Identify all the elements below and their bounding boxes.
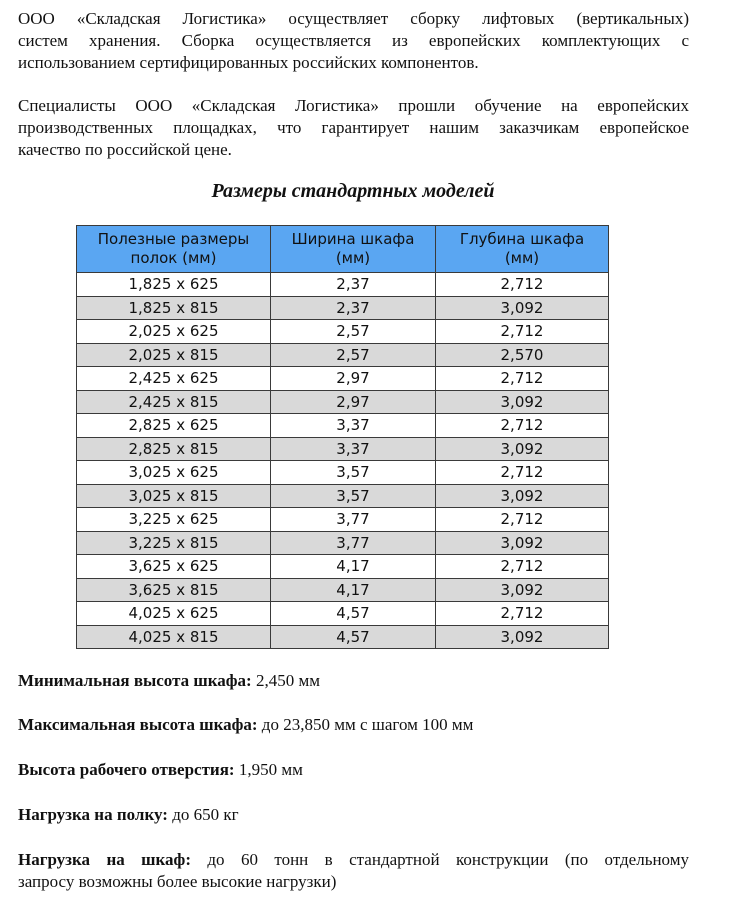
table-row [77,555,609,579]
cell-width: 2,97 [271,367,436,391]
intro-paragraph-training [18,95,689,161]
spec-label: Нагрузка на шкаф: [18,850,191,869]
cell-depth: 2,712 [436,320,609,344]
header-text: Ширина шкафа [291,230,415,248]
text-line [18,849,689,871]
table-row [77,437,609,461]
column-header-cabinet-width [271,226,436,273]
table-row [77,602,609,626]
cell-shelf-size: 3,625 x 815 [77,578,271,602]
cell-depth: 3,092 [436,437,609,461]
table-row [77,367,609,391]
column-header-shelf-size [77,226,271,273]
spec-shelf-load [18,804,689,826]
cell-depth: 3,092 [436,578,609,602]
text-line: качество по российской цене. [18,140,232,159]
header-text: полок (мм) [130,249,217,267]
cell-depth: 2,712 [436,367,609,391]
spec-label: Минимальная высота шкафа: [18,671,252,690]
cell-depth: 3,092 [436,531,609,555]
cell-shelf-size: 2,425 x 625 [77,367,271,391]
spec-cabinet-load [18,849,689,893]
cell-depth: 3,092 [436,296,609,320]
text-line: использованием сертифицированных российских компонентов. [18,53,479,72]
cell-width: 3,77 [271,508,436,532]
text-line: ООО «Складская Логистика» осуществляет сборку лифтовых (вертикальных) [18,9,689,28]
cell-depth: 2,712 [436,414,609,438]
spec-label: Максимальная высота шкафа: [18,715,258,734]
text-line: производственных площадках, что гарантирует нашим заказчикам европейское [18,118,689,137]
header-text: Глубина шкафа [459,230,585,248]
cell-depth: 2,712 [436,555,609,579]
cell-shelf-size: 3,225 x 815 [77,531,271,555]
header-text: Полезные размеры [97,230,250,248]
cell-width: 4,57 [271,625,436,649]
table-row [77,461,609,485]
cell-width: 2,37 [271,273,436,297]
table-title: Размеры стандартных моделей [211,180,495,202]
cell-shelf-size: 2,025 x 815 [77,343,271,367]
cell-depth: 2,712 [436,508,609,532]
cell-shelf-size: 2,825 x 815 [77,437,271,461]
cell-shelf-size: 3,025 x 625 [77,461,271,485]
spec-value: 2,450 мм [251,671,320,690]
cell-width: 3,37 [271,437,436,461]
spec-value: до 23,850 мм с шагом 100 мм [257,715,474,734]
spec-max-height [18,714,689,736]
table-header-row [77,226,609,273]
cell-width: 3,57 [271,484,436,508]
text-line: систем хранения. Сборка осуществляется из европейских комплектующих с [18,31,689,50]
cell-depth: 3,092 [436,484,609,508]
cell-shelf-size: 4,025 x 815 [77,625,271,649]
table-row [77,414,609,438]
cell-width: 2,57 [271,320,436,344]
cell-width: 3,37 [271,414,436,438]
table-row [77,296,609,320]
cell-shelf-size: 2,425 x 815 [77,390,271,414]
table-row [77,508,609,532]
cell-shelf-size: 4,025 x 625 [77,602,271,626]
spec-label: Нагрузка на полку: [18,805,168,824]
table-row [77,531,609,555]
column-header-cabinet-depth [436,226,609,273]
cell-shelf-size: 3,625 x 625 [77,555,271,579]
cell-shelf-size: 1,825 x 815 [77,296,271,320]
spec-value: до 650 кг [167,805,239,824]
table-row [77,343,609,367]
cell-depth: 2,712 [436,461,609,485]
table-row [77,273,609,297]
table-row [77,578,609,602]
table-row [77,484,609,508]
cell-shelf-size: 1,825 x 625 [77,273,271,297]
cell-width: 2,57 [271,343,436,367]
spec-label: Высота рабочего отверстия: [18,760,235,779]
cell-depth: 3,092 [436,625,609,649]
spec-value: 1,950 мм [234,760,303,779]
table-row [77,625,609,649]
text-line: запросу возможны более высокие нагрузки) [18,872,337,891]
cell-shelf-size: 3,025 x 815 [77,484,271,508]
cell-depth: 2,712 [436,602,609,626]
standard-models-table [76,225,609,649]
text-line: Специалисты ООО «Складская Логистика» прошли обучение на европейских [18,96,689,115]
cell-width: 2,97 [271,390,436,414]
header-text: (мм) [504,249,540,267]
cell-width: 4,57 [271,602,436,626]
spec-min-height [18,670,689,692]
cell-shelf-size: 2,825 x 625 [77,414,271,438]
cell-shelf-size: 3,225 x 625 [77,508,271,532]
intro-paragraph-assembly [18,8,689,74]
cell-width: 4,17 [271,555,436,579]
cell-width: 3,57 [271,461,436,485]
table-row [77,320,609,344]
spec-value: до 60 тонн в стандартной конструкции (по отдельному [190,850,689,869]
cell-width: 2,37 [271,296,436,320]
header-text: (мм) [335,249,371,267]
cell-depth: 2,570 [436,343,609,367]
cell-width: 4,17 [271,578,436,602]
table-row [77,390,609,414]
cell-depth: 2,712 [436,273,609,297]
cell-depth: 3,092 [436,390,609,414]
spec-opening-height [18,759,689,781]
cell-width: 3,77 [271,531,436,555]
cell-shelf-size: 2,025 x 625 [77,320,271,344]
